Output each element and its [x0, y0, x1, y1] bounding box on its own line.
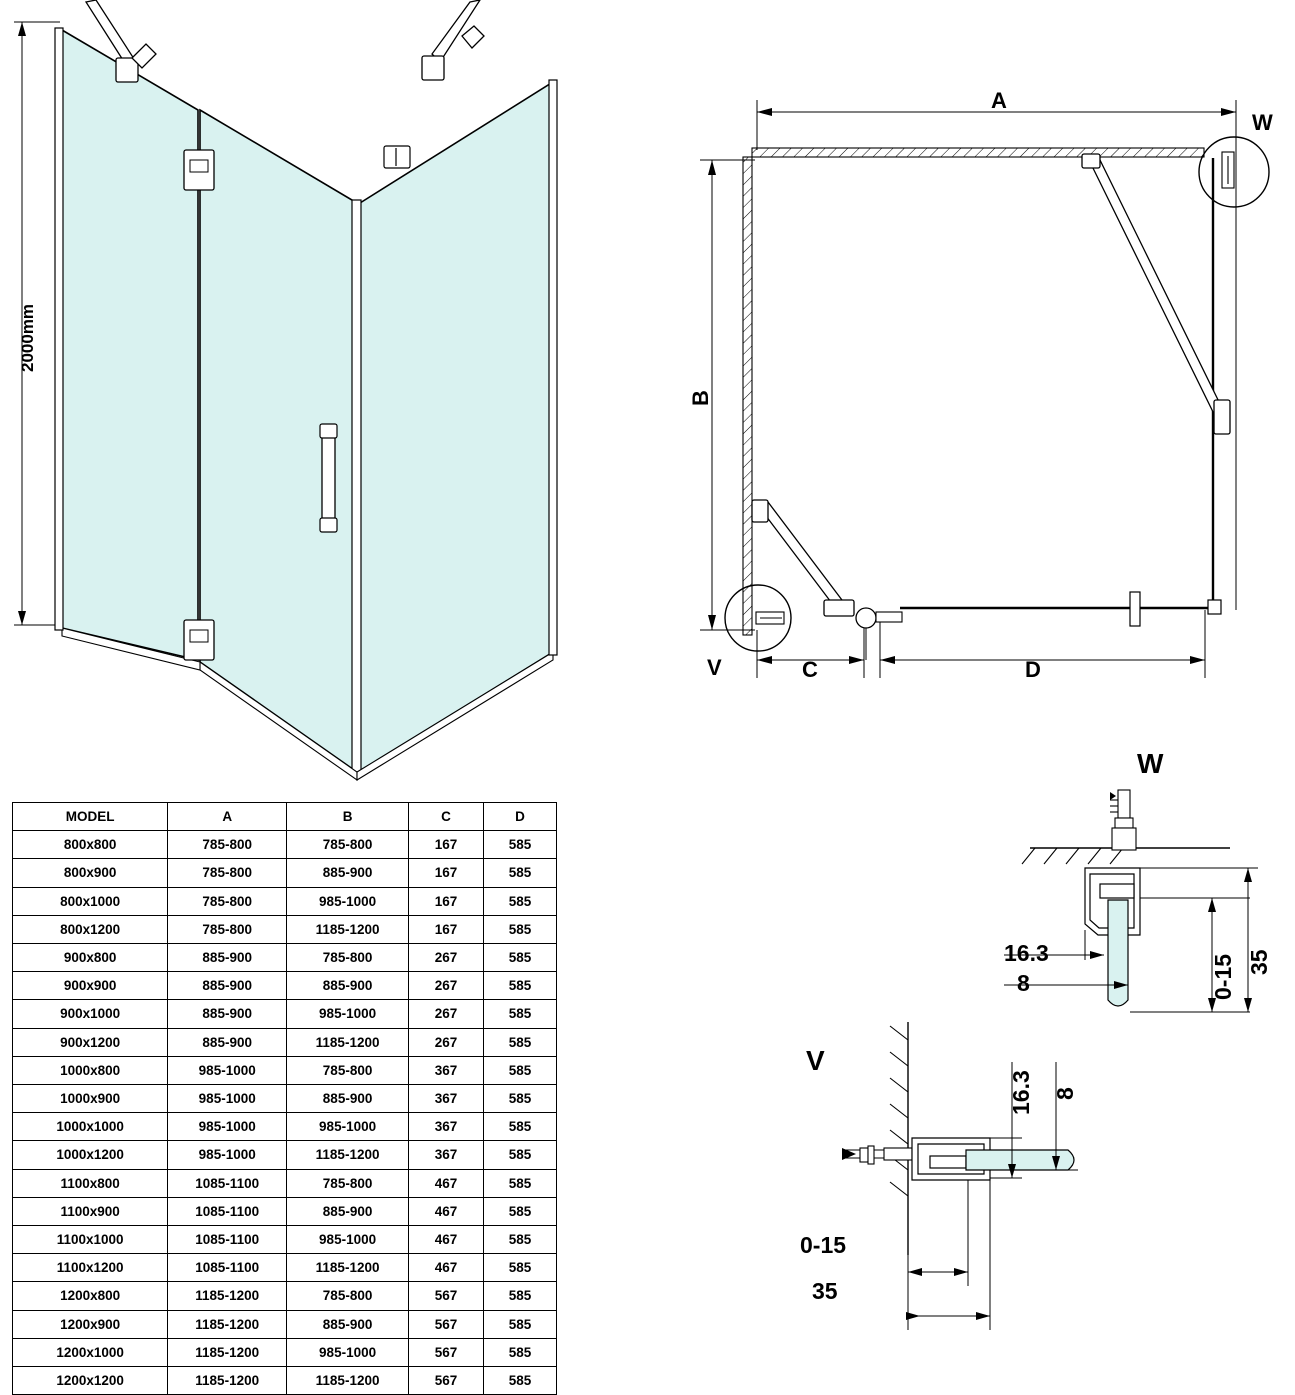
- detail-W-dim-35: 35: [1246, 949, 1272, 975]
- dim-D: [880, 610, 1205, 678]
- stabilizer-bar-right: [422, 0, 484, 80]
- table-cell: 900x900: [13, 972, 168, 1000]
- plan-door-stub: [876, 612, 902, 622]
- table-cell: 1185-1200: [287, 1254, 409, 1282]
- table-cell: 985-1000: [287, 1000, 409, 1028]
- table-cell: 467: [409, 1197, 484, 1225]
- detail-V: [842, 1022, 1078, 1330]
- table-cell: 800x1000: [13, 887, 168, 915]
- table-cell: 1100x1000: [13, 1226, 168, 1254]
- table-cell: 800x800: [13, 831, 168, 859]
- table-row: [13, 831, 557, 859]
- table-cell: 585: [483, 1028, 556, 1056]
- table-row: [13, 1000, 557, 1028]
- table-cell: 1185-1200: [168, 1338, 287, 1366]
- corner-profile: [352, 200, 361, 772]
- table-cell: 585: [483, 831, 556, 859]
- detail-V-dim-015: 0-15: [800, 1232, 847, 1258]
- table-row: [13, 1056, 557, 1084]
- table-cell: 267: [409, 944, 484, 972]
- table-cell: 267: [409, 972, 484, 1000]
- table-cell: 785-800: [287, 1282, 409, 1310]
- plan-corner-connector: [1208, 600, 1221, 614]
- table-header-cell: B: [287, 803, 409, 831]
- dim-A: [757, 100, 1236, 610]
- table-cell: 1185-1200: [287, 1367, 409, 1395]
- table-cell: 585: [483, 1000, 556, 1028]
- table-cell: 1085-1100: [168, 1254, 287, 1282]
- table-cell: 885-900: [287, 1197, 409, 1225]
- table-row: [13, 1169, 557, 1197]
- table-cell: 585: [483, 1338, 556, 1366]
- dim-label-D: D: [1025, 657, 1041, 682]
- table-cell: 585: [483, 915, 556, 943]
- table-cell: 1100x1200: [13, 1254, 168, 1282]
- table-cell: 785-800: [168, 859, 287, 887]
- dim-35-W: [1140, 868, 1258, 1012]
- table-cell: 467: [409, 1254, 484, 1282]
- dim-label-A: A: [991, 88, 1007, 113]
- table-cell: 367: [409, 1085, 484, 1113]
- detail-V-dim-8: 8: [1052, 1087, 1078, 1100]
- wall-profile-right: [549, 80, 557, 655]
- dim-35-V: [906, 1180, 990, 1330]
- table-cell: 1100x800: [13, 1169, 168, 1197]
- plan-handle: [1130, 592, 1140, 626]
- table-row: [13, 1282, 557, 1310]
- table-cell: 1000x1000: [13, 1113, 168, 1141]
- table-cell: 985-1000: [168, 1085, 287, 1113]
- detail-V-dim-163: 16.3: [1008, 1070, 1034, 1115]
- table-cell: 567: [409, 1310, 484, 1338]
- detail-W-dim-163: 16.3: [1004, 940, 1049, 966]
- table-cell: 785-800: [287, 1056, 409, 1084]
- table-header-row: [13, 803, 557, 831]
- table-cell: 885-900: [287, 1310, 409, 1338]
- table-row: [13, 1338, 557, 1366]
- table-header-cell: MODEL: [13, 803, 168, 831]
- table-row: [13, 1028, 557, 1056]
- table-cell: 1185-1200: [168, 1310, 287, 1338]
- table-row: [13, 859, 557, 887]
- table-cell: 467: [409, 1169, 484, 1197]
- wall-hatch-left: [743, 157, 752, 635]
- table-cell: 885-900: [168, 1000, 287, 1028]
- table-cell: 885-900: [287, 1085, 409, 1113]
- detail-title-V: V: [806, 1045, 825, 1076]
- table-cell: 985-1000: [287, 887, 409, 915]
- door-handle: [320, 424, 337, 532]
- table-cell: 785-800: [287, 831, 409, 859]
- callout-label-W: W: [1252, 110, 1273, 135]
- table-row: [13, 1197, 557, 1225]
- table-cell: 1185-1200: [168, 1367, 287, 1395]
- table-cell: 1000x800: [13, 1056, 168, 1084]
- table-cell: 585: [483, 1310, 556, 1338]
- table-cell: 567: [409, 1282, 484, 1310]
- dim-label-B: B: [688, 390, 713, 406]
- table-row: [13, 1113, 557, 1141]
- table-row: [13, 1226, 557, 1254]
- table-cell: 985-1000: [168, 1141, 287, 1169]
- table-cell: 885-900: [287, 859, 409, 887]
- table-cell: 585: [483, 1226, 556, 1254]
- table-row: [13, 1141, 557, 1169]
- table-cell: 167: [409, 859, 484, 887]
- table-cell: 585: [483, 1254, 556, 1282]
- table-cell: 585: [483, 1056, 556, 1084]
- table-cell: 585: [483, 859, 556, 887]
- table-cell: 885-900: [168, 944, 287, 972]
- table-row: [13, 972, 557, 1000]
- detail-W-glass: [1108, 900, 1128, 1006]
- detail-V-dim-35: 35: [812, 1278, 838, 1304]
- glass-panel-side: [360, 82, 553, 772]
- table-cell: 1000x900: [13, 1085, 168, 1113]
- detail-W-dim-8: 8: [1017, 970, 1030, 996]
- detail-W-anchor: [1110, 790, 1136, 850]
- table-cell: 585: [483, 1282, 556, 1310]
- table-cell: 585: [483, 1367, 556, 1395]
- table-cell: 1185-1200: [287, 1028, 409, 1056]
- table-row: [13, 1254, 557, 1282]
- table-cell: 785-800: [168, 831, 287, 859]
- table-cell: 785-800: [168, 915, 287, 943]
- table-cell: 367: [409, 1141, 484, 1169]
- table-row: [13, 1367, 557, 1395]
- table-cell: 785-800: [168, 887, 287, 915]
- table-cell: 167: [409, 887, 484, 915]
- table-cell: 885-900: [168, 972, 287, 1000]
- table-cell: 585: [483, 1085, 556, 1113]
- table-cell: 1100x900: [13, 1197, 168, 1225]
- table-cell: 985-1000: [168, 1113, 287, 1141]
- table-cell: 1185-1200: [287, 1141, 409, 1169]
- table-cell: 585: [483, 1141, 556, 1169]
- table-cell: 1085-1100: [168, 1226, 287, 1254]
- table-cell: 167: [409, 915, 484, 943]
- table-cell: 1200x800: [13, 1282, 168, 1310]
- wall-hatch-top: [752, 148, 1204, 157]
- table-cell: 900x1000: [13, 1000, 168, 1028]
- table-cell: 267: [409, 1000, 484, 1028]
- table-cell: 1085-1100: [168, 1169, 287, 1197]
- dim-label-C: C: [802, 657, 818, 682]
- table-cell: 367: [409, 1056, 484, 1084]
- detail-V-anchor: [842, 1146, 912, 1164]
- table-cell: 1085-1100: [168, 1197, 287, 1225]
- table-cell: 1200x1200: [13, 1367, 168, 1395]
- table-header-cell: D: [483, 803, 556, 831]
- table-cell: 985-1000: [168, 1056, 287, 1084]
- detail-title-W: W: [1137, 748, 1164, 779]
- callout-label-V: V: [707, 655, 722, 680]
- table-cell: 1185-1200: [287, 915, 409, 943]
- height-label: 2000mm: [18, 303, 37, 372]
- wall-profile-left: [55, 28, 63, 630]
- table-cell: 785-800: [287, 944, 409, 972]
- table-cell: 567: [409, 1367, 484, 1395]
- table-cell: 585: [483, 1169, 556, 1197]
- table-cell: 885-900: [168, 1028, 287, 1056]
- hinge-lower: [184, 620, 214, 660]
- table-cell: 985-1000: [287, 1113, 409, 1141]
- table-cell: 1200x1000: [13, 1338, 168, 1366]
- plan-view: [700, 100, 1269, 678]
- table-cell: 467: [409, 1226, 484, 1254]
- table-cell: 885-900: [287, 972, 409, 1000]
- table-cell: 585: [483, 944, 556, 972]
- hinge-upper: [184, 150, 214, 190]
- perspective-view: [14, 0, 557, 780]
- table-row: [13, 915, 557, 943]
- table-cell: 1000x1200: [13, 1141, 168, 1169]
- table-row: [13, 944, 557, 972]
- table-cell: 800x1200: [13, 915, 168, 943]
- table-header-cell: A: [168, 803, 287, 831]
- table-cell: 900x800: [13, 944, 168, 972]
- glass-panel-fixed-left: [62, 30, 198, 660]
- table-header-cell: C: [409, 803, 484, 831]
- table-cell: 585: [483, 1113, 556, 1141]
- table-cell: 167: [409, 831, 484, 859]
- table-cell: 785-800: [287, 1169, 409, 1197]
- table-row: [13, 887, 557, 915]
- table-cell: 267: [409, 1028, 484, 1056]
- table-row: [13, 1085, 557, 1113]
- table-cell: 585: [483, 887, 556, 915]
- table-cell: 1185-1200: [168, 1282, 287, 1310]
- table-cell: 585: [483, 1197, 556, 1225]
- table-cell: 900x1200: [13, 1028, 168, 1056]
- table-row: [13, 1310, 557, 1338]
- table-cell: 367: [409, 1113, 484, 1141]
- dim-015-V: [908, 1180, 968, 1286]
- stabilizer-mount-mid: [384, 146, 410, 168]
- table-cell: 567: [409, 1338, 484, 1366]
- table-body: [13, 831, 557, 1395]
- plan-door-open-lower: [752, 500, 854, 616]
- table-cell: 985-1000: [287, 1226, 409, 1254]
- table-cell: 985-1000: [287, 1338, 409, 1366]
- table-cell: 800x900: [13, 859, 168, 887]
- plan-pivot-hub: [856, 608, 876, 628]
- detail-W-dim-015: 0-15: [1210, 953, 1236, 1000]
- table-cell: 1200x900: [13, 1310, 168, 1338]
- model-dimension-table: [12, 802, 557, 1395]
- table-cell: 585: [483, 972, 556, 1000]
